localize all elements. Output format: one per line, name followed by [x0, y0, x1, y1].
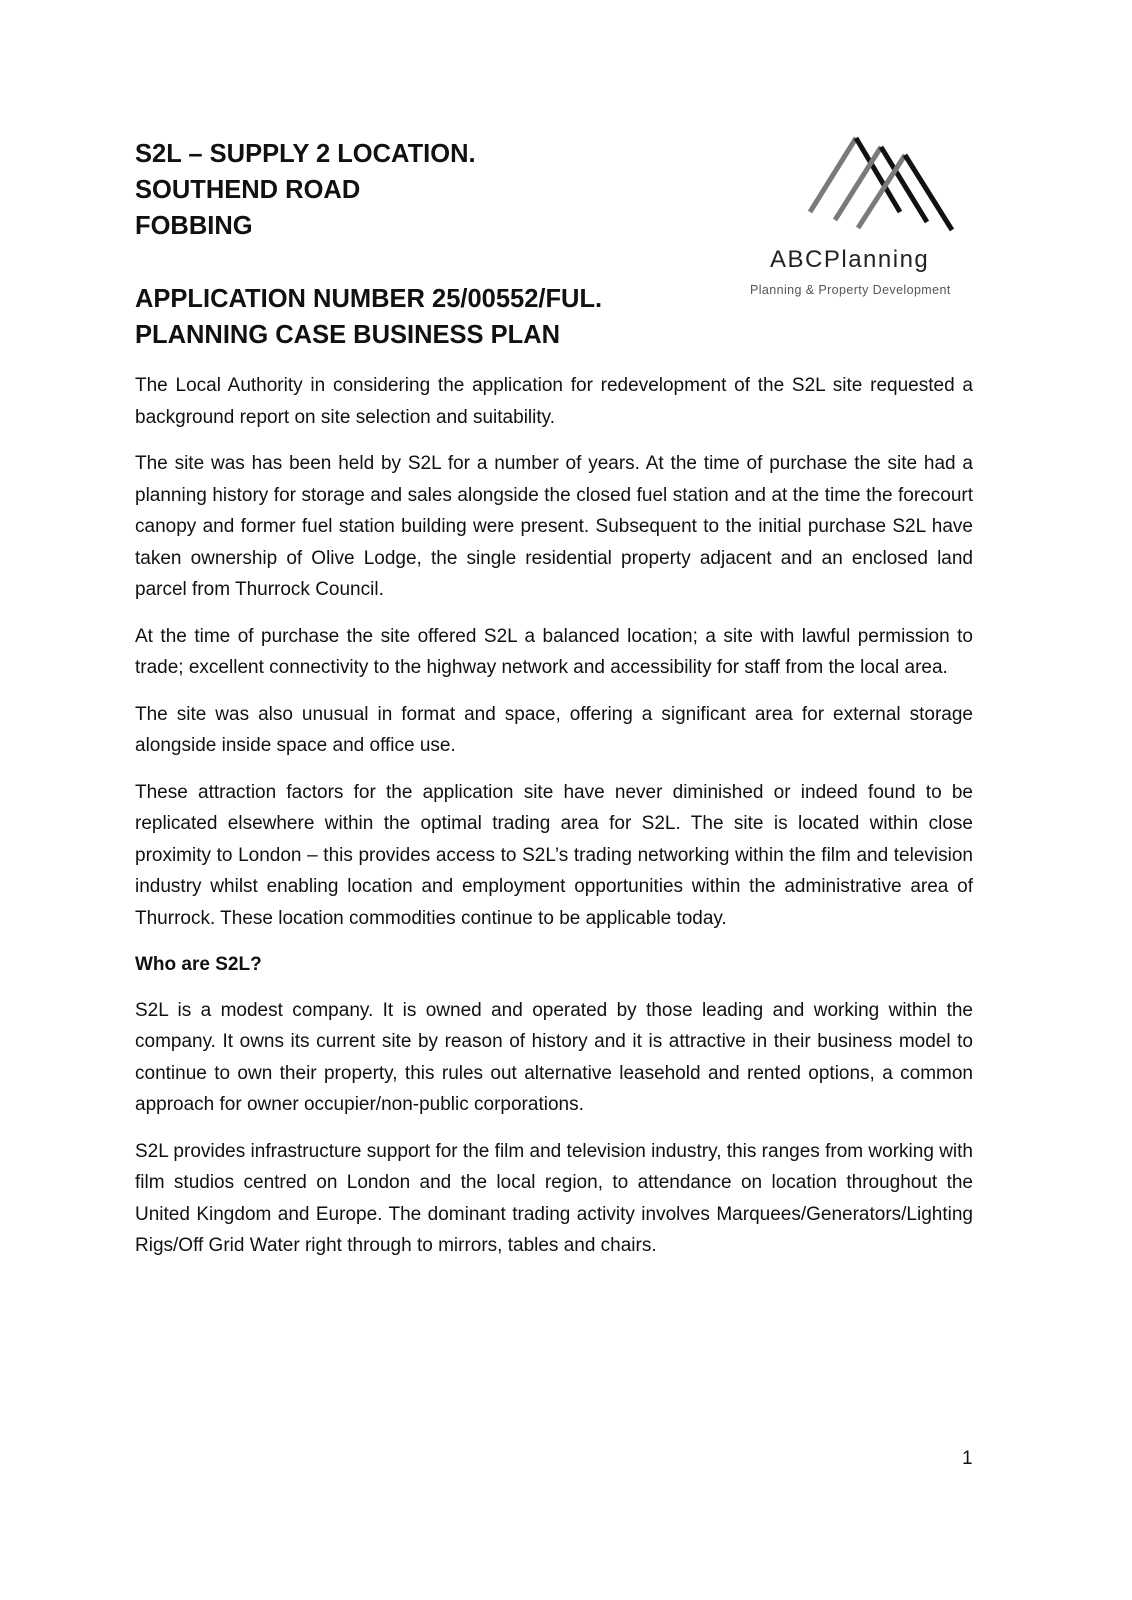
abcplanning-logo-icon — [745, 125, 985, 305]
paragraph: The site was also unusual in format and space, offering a significant area for external storage alongside inside space and office use. — [135, 703, 973, 756]
page-number: 1 — [962, 1448, 973, 1469]
paragraph: The site was has been held by S2L for a number of years. At the time of purchase the site had a planning history for storage and sales alongside the closed fuel station and at the time the forecourt canopy and former fuel station building were present. Subsequent to the initial purchase S2L have taken ownership of Olive Lodge, the single residential property adjacent and an enclosed land parcel from Thurrock Council. — [135, 453, 973, 600]
section-heading: Who are S2L? — [135, 954, 262, 975]
document-title — [135, 136, 476, 244]
title-line: FOBBING — [135, 212, 253, 240]
title-line: PLANNING CASE BUSINESS PLAN — [135, 321, 561, 349]
title-line: APPLICATION NUMBER 25/00552/FUL. — [135, 285, 603, 313]
logo-tagline: Planning & Property Development — [750, 283, 951, 297]
paragraph: At the time of purchase the site offered S2L a balanced location; a site with lawful permission to trade; excellent connectivity to the highway network and accessibility for staff from the local area. — [135, 625, 973, 678]
document-subtitle — [135, 281, 602, 353]
document-body — [135, 370, 973, 1277]
title-line: SOUTHEND ROAD — [135, 176, 361, 204]
logo-name: ABCPlanning — [770, 246, 930, 273]
title-line: S2L – SUPPLY 2 LOCATION. — [135, 140, 476, 168]
paragraph: These attraction factors for the application site have never diminished or indeed found to be replicated elsewhere within the optimal trading area for S2L. The site is located within close proximity to London – this provides access to S2L’s trading networking within the film and television industry whilst enabling location and employment opportunities within the administrative area of Thurrock. These location commodities continue to be applicable today. — [135, 781, 973, 929]
paragraph: The Local Authority in considering the application for redevelopment of the S2L site requested a background report on site selection and suitability. — [135, 375, 973, 428]
paragraph: S2L is a modest company. It is owned and operated by those leading and working within the company. It owns its current site by reason of history and it is attractive in their business model to continue to own their property, this rules out alternative leasehold and rented options, a common approach for owner occupier/non-public corporations. — [135, 999, 973, 1115]
paragraph: S2L provides infrastructure support for the film and television industry, this ranges from working with film studios centred on London and the local region, to attendance on location throughout the United Kingdom and Europe. The dominant trading activity involves Marquees/Generators/Lighting Rigs/Off Grid Water right through to mirrors, tables and chairs. — [135, 1140, 973, 1256]
